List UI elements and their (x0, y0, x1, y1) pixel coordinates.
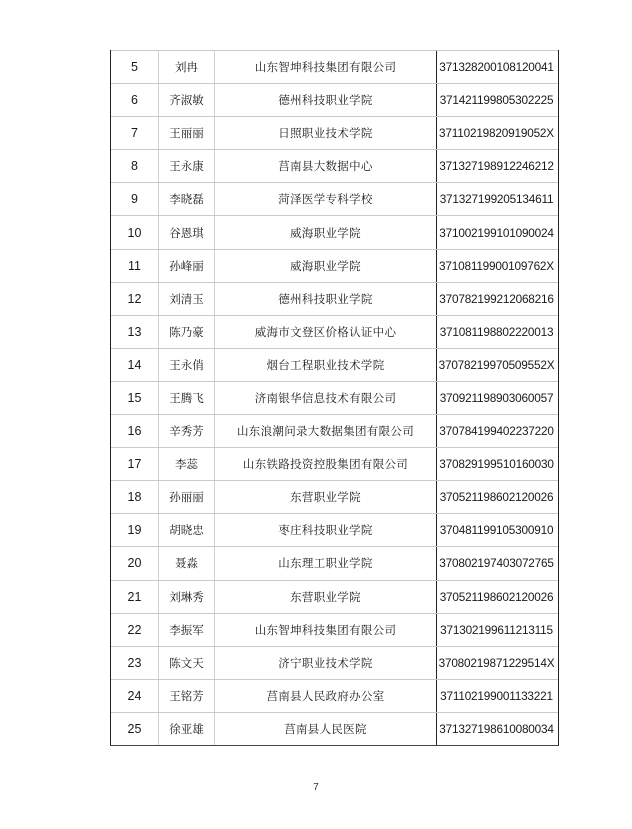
row-number: 25 (111, 713, 159, 745)
person-name: 李晓磊 (159, 183, 215, 215)
table-row (111, 182, 558, 215)
organization: 德州科技职业学院 (215, 84, 437, 116)
organization: 山东铁路投资控股集团有限公司 (215, 448, 437, 480)
row-number: 12 (111, 283, 159, 315)
id-number: 370921198903060057 (439, 390, 554, 405)
table-row (111, 646, 558, 679)
person-name: 李蕊 (159, 448, 215, 480)
person-name: 王腾飞 (159, 382, 215, 414)
row-number: 22 (111, 614, 159, 646)
id-number: 371081198802220013 (439, 324, 554, 339)
table-row (111, 315, 558, 348)
person-name: 王永康 (159, 150, 215, 182)
organization: 莒南县大数据中心 (215, 150, 437, 182)
person-name: 徐亚雄 (159, 713, 215, 745)
person-name: 谷恩琪 (159, 216, 215, 248)
table-row (111, 348, 558, 381)
organization: 山东理工职业学院 (215, 547, 437, 579)
person-name: 王铭芳 (159, 680, 215, 712)
organization: 烟台工程职业技术学院 (215, 349, 437, 381)
table-row (111, 149, 558, 182)
table-row (111, 679, 558, 712)
table-row (111, 580, 558, 613)
row-number: 23 (111, 647, 159, 679)
id-number: 370782199212068216 (439, 291, 554, 306)
row-number: 17 (111, 448, 159, 480)
row-number: 15 (111, 382, 159, 414)
person-name: 辛秀芳 (159, 415, 215, 447)
person-name: 王丽丽 (159, 117, 215, 149)
id-number: 371002199101090024 (439, 225, 554, 240)
table-row (111, 83, 558, 116)
row-number: 24 (111, 680, 159, 712)
organization: 日照职业技术学院 (215, 117, 437, 149)
organization: 德州科技职业学院 (215, 283, 437, 315)
organization: 东营职业学院 (215, 581, 437, 613)
row-number: 7 (111, 117, 159, 149)
person-name: 王永俏 (159, 349, 215, 381)
id-number: 371302199611213115 (440, 622, 553, 637)
id-number: 371327198610080034 (439, 721, 554, 736)
person-name: 刘琳秀 (159, 581, 215, 613)
organization: 莒南县人民政府办公室 (215, 680, 437, 712)
table-row (111, 480, 558, 513)
id-number: 371328200108120041 (439, 60, 554, 75)
row-number: 5 (111, 51, 159, 83)
organization: 威海职业学院 (215, 216, 437, 248)
id-number: 37080219871229514X (438, 655, 555, 670)
organization: 济南银华信息技术有限公司 (215, 382, 437, 414)
person-name: 齐淑敏 (159, 84, 215, 116)
id-number: 37108119900109762X (439, 258, 554, 273)
row-number: 18 (111, 481, 159, 513)
id-number: 370784199402237220 (439, 424, 554, 439)
table-row (111, 447, 558, 480)
page-number: 7 (313, 782, 319, 793)
table-row (111, 249, 558, 282)
personnel-table (110, 50, 559, 746)
organization: 枣庄科技职业学院 (215, 514, 437, 546)
person-name: 胡晓忠 (159, 514, 215, 546)
row-number: 19 (111, 514, 159, 546)
table-row (111, 414, 558, 447)
id-number: 371327199205134611 (439, 192, 554, 207)
person-name: 孙丽丽 (159, 481, 215, 513)
id-number: 37110219820919052X (439, 126, 554, 141)
row-number: 13 (111, 316, 159, 348)
row-number: 8 (111, 150, 159, 182)
table-row (111, 282, 558, 315)
person-name: 刘冉 (159, 51, 215, 83)
table-row (111, 513, 558, 546)
organization: 莒南县人民医院 (215, 713, 437, 745)
organization: 东营职业学院 (215, 481, 437, 513)
row-number: 14 (111, 349, 159, 381)
person-name: 陈文天 (159, 647, 215, 679)
id-number: 371327198912246212 (439, 159, 554, 174)
row-number: 9 (111, 183, 159, 215)
id-number: 371102199001133221 (440, 688, 553, 703)
organization: 菏泽医学专科学校 (215, 183, 437, 215)
id-number: 370521198602120026 (439, 490, 554, 505)
id-number: 370802197403072765 (439, 556, 554, 571)
person-name: 聂淼 (159, 547, 215, 579)
organization: 山东智坤科技集团有限公司 (215, 614, 437, 646)
row-number: 10 (111, 216, 159, 248)
table-row (111, 712, 558, 745)
row-number: 11 (111, 250, 159, 282)
person-name: 刘清玉 (159, 283, 215, 315)
person-name: 李振军 (159, 614, 215, 646)
organization: 济宁职业技术学院 (215, 647, 437, 679)
id-number: 370521198602120026 (439, 589, 554, 604)
organization: 山东智坤科技集团有限公司 (215, 51, 437, 83)
person-name: 孙峰丽 (159, 250, 215, 282)
id-number: 371421199805302225 (439, 93, 554, 108)
row-number: 16 (111, 415, 159, 447)
organization: 威海市文登区价格认证中心 (215, 316, 437, 348)
id-number: 37078219970509552X (438, 357, 555, 372)
id-number: 370481199105300910 (439, 523, 554, 538)
person-name: 陈乃豪 (159, 316, 215, 348)
table-row (111, 215, 558, 248)
row-number: 21 (111, 581, 159, 613)
organization: 威海职业学院 (215, 250, 437, 282)
row-number: 6 (111, 84, 159, 116)
table-row (111, 613, 558, 646)
organization: 山东浪潮问录大数据集团有限公司 (215, 415, 437, 447)
table-row (111, 50, 558, 83)
table-row (111, 381, 558, 414)
id-number: 370829199510160030 (439, 457, 554, 472)
table-row (111, 116, 558, 149)
table-row (111, 546, 558, 579)
row-number: 20 (111, 547, 159, 579)
